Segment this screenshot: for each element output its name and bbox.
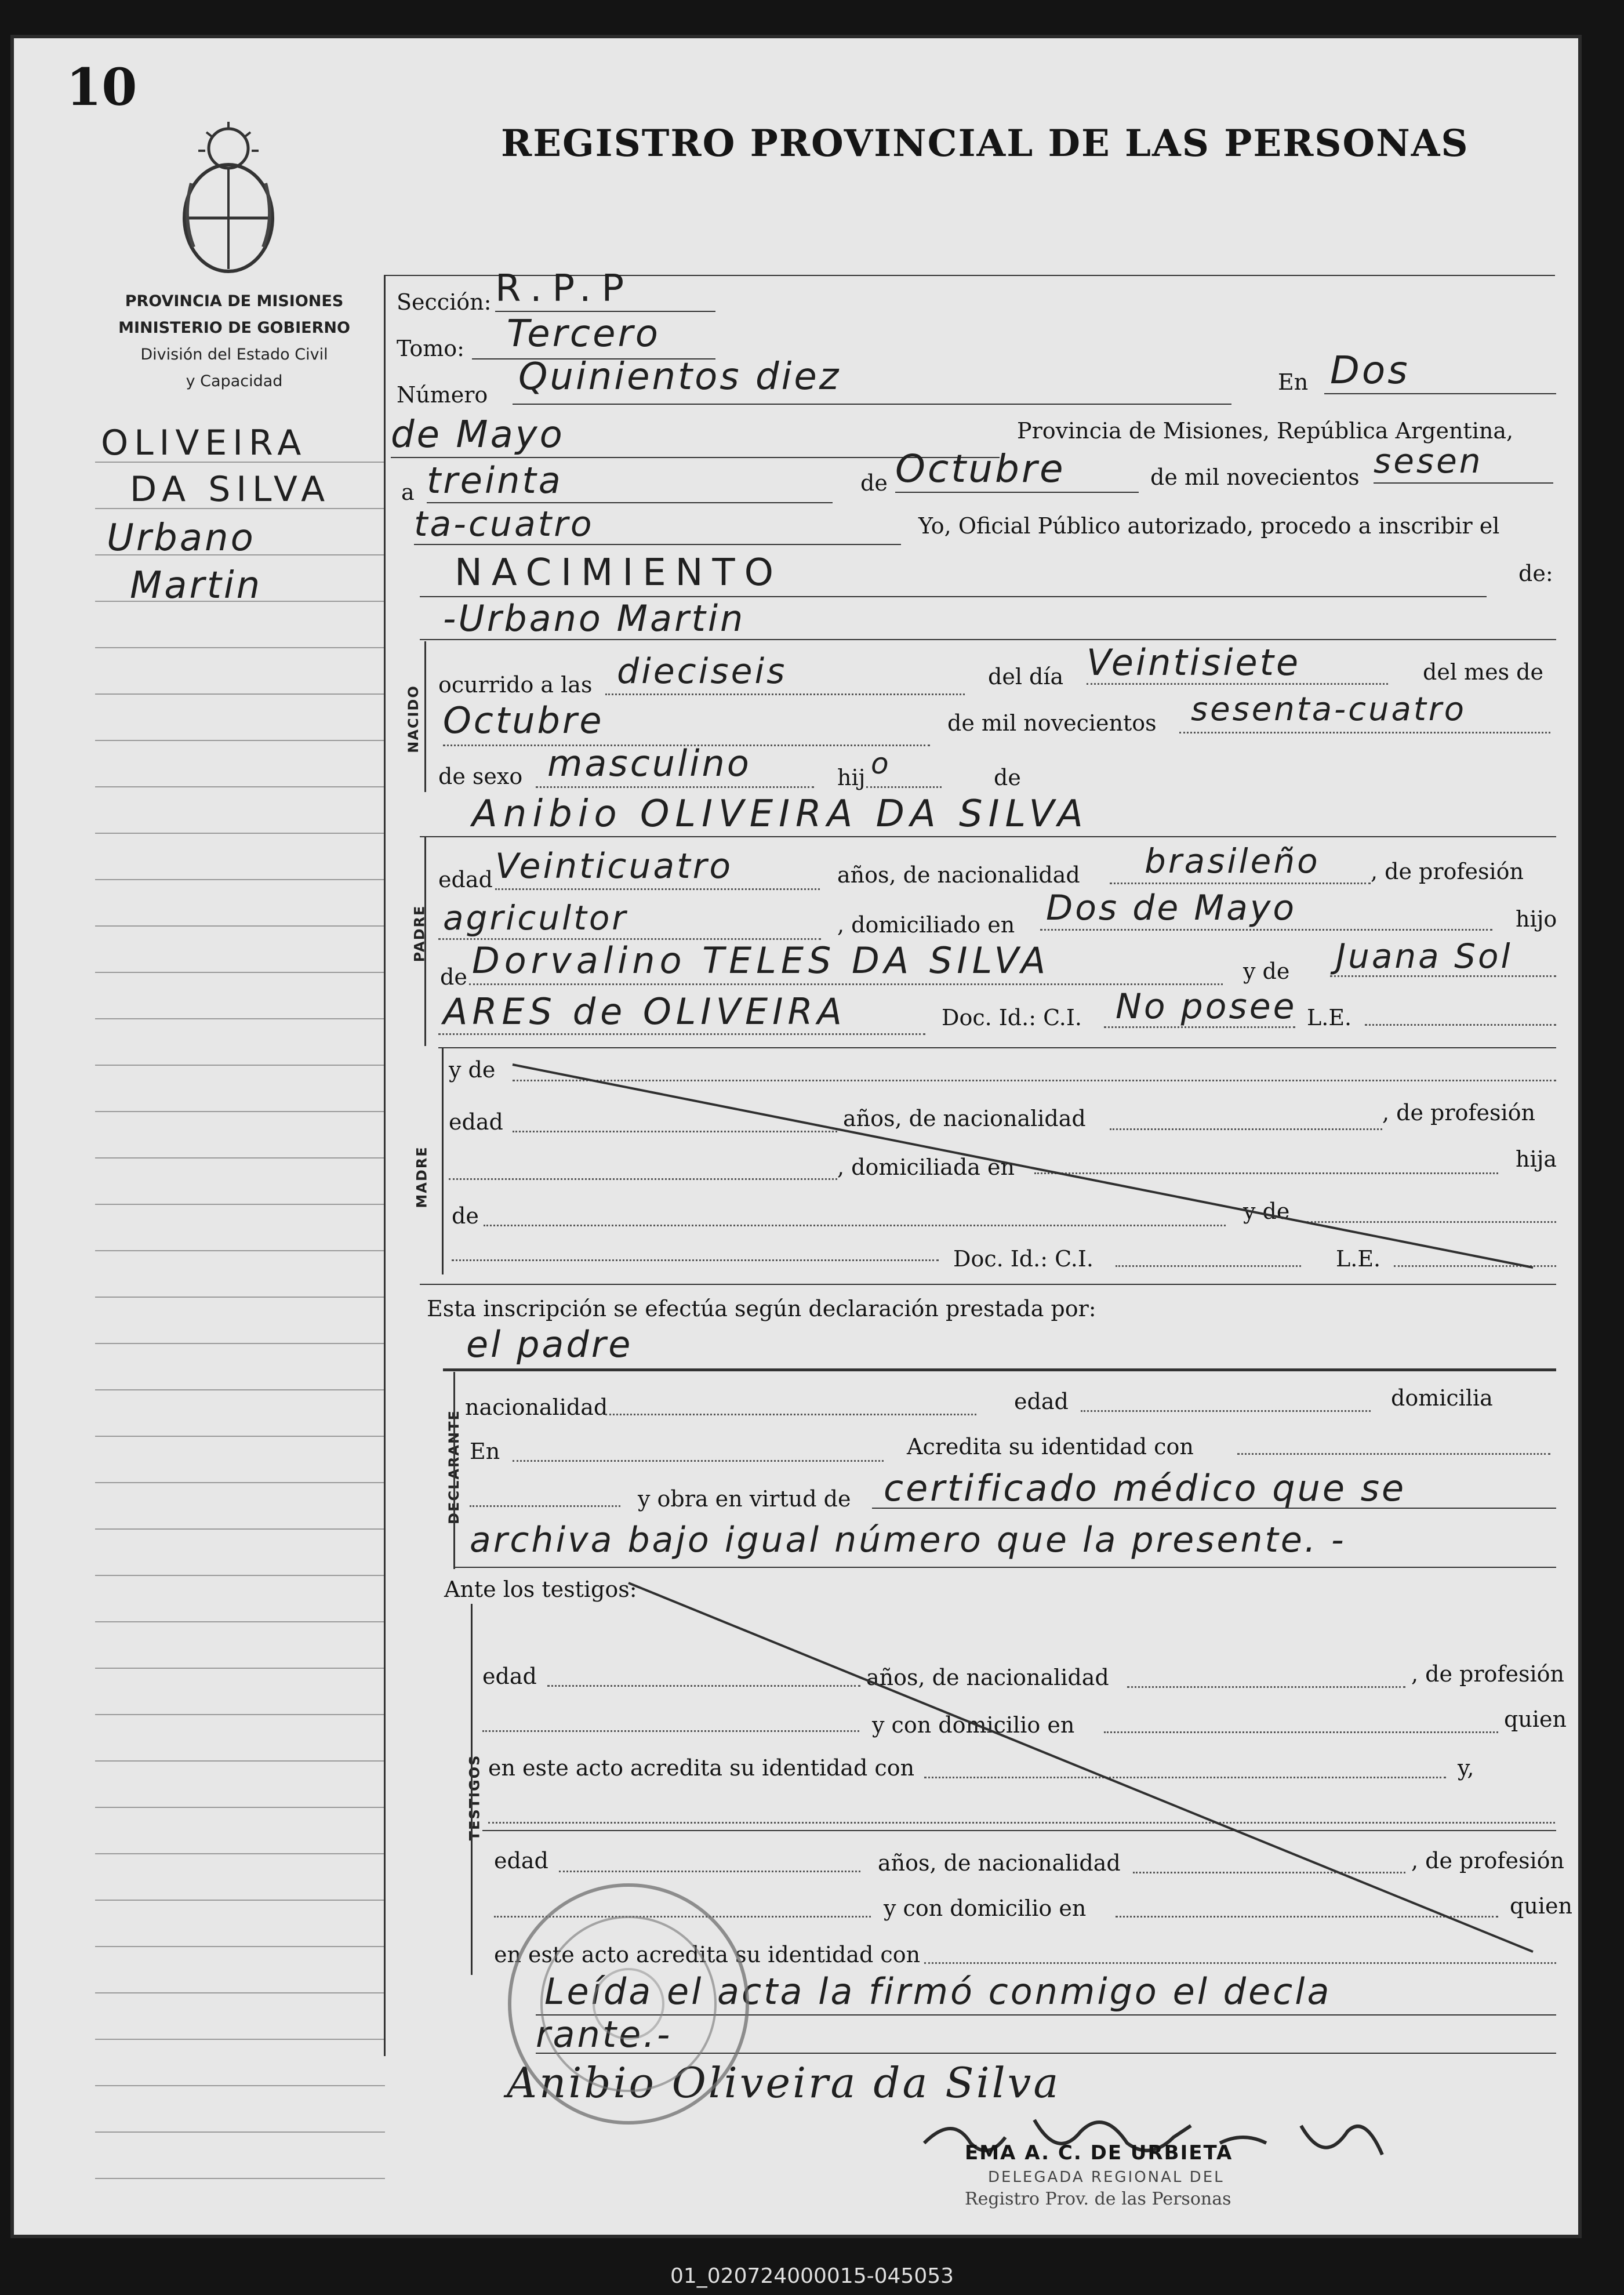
label-profesion-t1: , de profesión <box>1411 1661 1564 1687</box>
value-numero: Quinientos diez <box>518 355 841 398</box>
value-abuela-1: Juana Sol <box>1336 936 1513 976</box>
page-number: 10 <box>66 57 137 117</box>
value-mes: Octubre <box>895 446 1066 491</box>
label-acredita-decl: Acredita su identidad con <box>907 1434 1194 1459</box>
label-domicilio-t2: y con domicilio en <box>884 1895 1087 1921</box>
section-label-declarante: DECLARANTE <box>445 1410 462 1524</box>
declarant-signature: Anibio Oliveira da Silva <box>507 2058 1061 2107</box>
value-sexo: masculino <box>547 742 751 785</box>
label-hija: hija <box>1516 1146 1557 1172</box>
label-del-mes-de: del mes de <box>1423 659 1543 685</box>
label-de-acto: de: <box>1518 561 1553 586</box>
office-ministry: MINISTERIO DE GOBIERNO <box>118 319 350 337</box>
label-provincia: Provincia de Misiones, República Argentina, <box>1017 418 1514 444</box>
value-dia-nac: Veintisiete <box>1087 641 1301 684</box>
label-nacionalidad-t1: años, de nacionalidad <box>866 1665 1109 1690</box>
label-de-abuelo: de <box>440 964 467 990</box>
value-hora: dieciseis <box>617 651 787 692</box>
value-seccion: R.P.P <box>495 267 635 310</box>
value-en: Dos <box>1330 348 1410 393</box>
label-quien-t2: quien <box>1510 1893 1572 1919</box>
label-mil-novecientos-2: de mil novecientos <box>947 710 1157 736</box>
label-edad-t1: edad <box>482 1664 537 1689</box>
value-anio-2: ta-cuatro <box>414 504 594 544</box>
label-edad-decl: edad <box>1014 1389 1069 1414</box>
stamp-title: DELEGADA REGIONAL DEL <box>988 2169 1225 2186</box>
label-esta-inscripcion: Esta inscripción se efectúa según declaración prestada por: <box>427 1296 1096 1321</box>
label-nacionalidad-decl: nacionalidad <box>465 1395 608 1420</box>
label-domiciliada: , domiciliada en <box>837 1154 1015 1180</box>
section-label-nacido: NACIDO <box>405 685 422 753</box>
label-sexo: de sexo <box>438 764 523 789</box>
label-acredita-t2: en este acto acredita su identidad con <box>494 1942 921 1967</box>
label-edad-t2: edad <box>494 1848 548 1873</box>
value-anio-1: sesen <box>1374 441 1483 481</box>
value-nombre: -Urbano Martin <box>443 597 746 640</box>
label-le-padre: L.E. <box>1307 1005 1352 1030</box>
label-domicilia-decl: domicilia <box>1391 1385 1493 1411</box>
office-capacity: y Capacidad <box>186 372 283 390</box>
label-doc-id-madre: Doc. Id.: C.I. <box>953 1246 1093 1272</box>
label-doc-id-padre: Doc. Id.: C.I. <box>942 1005 1082 1030</box>
office-division: División del Estado Civil <box>140 346 328 364</box>
value-cierre-1: Leída el acta la firmó conmigo el decla <box>544 1970 1332 2013</box>
value-tomo: Tercero <box>507 313 660 355</box>
value-padre-nacionalidad: brasileño <box>1145 841 1320 881</box>
label-en-decl: En <box>470 1439 500 1464</box>
value-obra-1: certificado médico que se <box>884 1467 1407 1509</box>
label-numero: Número <box>397 382 488 408</box>
value-padre-ci: No posee <box>1116 986 1297 1027</box>
value-acto: NACIMIENTO <box>455 551 783 594</box>
value-padre-edad: Veinticuatro <box>495 846 733 887</box>
cancel-strike-lines <box>14 38 1579 2236</box>
value-anio-nac: sesenta-cuatro <box>1191 691 1467 728</box>
image-identifier: 01_020724000015-045053 <box>670 2264 954 2288</box>
margin-given-name-2: Martin <box>130 564 263 607</box>
label-de-madre-padre: de <box>452 1203 479 1229</box>
label-yo-oficial: Yo, Oficial Público autorizado, procedo a inscribir el <box>918 513 1500 539</box>
label-domicilio-t1: y con domicilio en <box>872 1712 1075 1738</box>
label-y-de-abuela: y de <box>1243 958 1290 984</box>
label-y-de-madre: y de <box>449 1057 496 1083</box>
label-nacionalidad-t2: años, de nacionalidad <box>878 1850 1121 1876</box>
value-mes-nac: Octubre <box>443 699 604 742</box>
value-abuela-2: ARES de OLIVEIRA <box>443 990 846 1033</box>
stamp-office: Registro Prov. de las Personas <box>965 2189 1231 2209</box>
label-hij: hij <box>837 765 866 790</box>
value-obra-2: archiva bajo igual número que la presente. - <box>470 1520 1346 1560</box>
office-province: PROVINCIA DE MISIONES <box>125 292 344 310</box>
label-profesion-madre: , de profesión <box>1382 1100 1535 1125</box>
label-acredita-t1: en este acto acredita su identidad con <box>488 1755 915 1781</box>
label-y-de-madre-madre: y de <box>1243 1199 1290 1224</box>
section-label-padre: PADRE <box>411 905 428 963</box>
label-y-obra: y obra en virtud de <box>638 1486 851 1512</box>
margin-surname-1: OLIVEIRA <box>101 423 307 463</box>
label-nacionalidad-madre: años, de nacionalidad <box>843 1106 1086 1131</box>
register-page <box>10 35 1582 2238</box>
label-domiciliado: , domiciliado en <box>837 912 1015 938</box>
value-cierre-2: rante.- <box>536 2013 673 2056</box>
label-le-madre: L.E. <box>1336 1246 1381 1272</box>
value-padre-domicilio: Dos de Mayo <box>1046 888 1297 928</box>
value-declarante: el padre <box>466 1323 633 1366</box>
label-ante-testigos: Ante los testigos: <box>444 1577 637 1602</box>
label-mil-novecientos-1: de mil novecientos <box>1150 464 1360 490</box>
label-de-padres: de <box>994 765 1021 790</box>
label-del-dia: del día <box>988 664 1064 689</box>
stamp-name: EMA A. C. DE URBIETA <box>965 2141 1233 2165</box>
label-hijo: hijo <box>1516 906 1557 932</box>
label-edad-padre: edad <box>438 867 493 892</box>
label-nacionalidad-padre: años, de nacionalidad <box>837 862 1080 888</box>
label-edad-madre: edad <box>449 1109 503 1135</box>
value-hij: o <box>871 747 891 780</box>
label-seccion: Sección: <box>397 289 492 315</box>
section-label-testigos: TESTIGOS <box>466 1754 483 1841</box>
label-a: a <box>401 480 415 505</box>
label-ocurrido: ocurrido a las <box>438 672 593 698</box>
label-quien-t1: quien <box>1504 1706 1567 1732</box>
value-dia: treinta <box>427 459 563 502</box>
label-y-t1: y, <box>1458 1755 1474 1781</box>
label-en: En <box>1278 369 1309 395</box>
label-de-mes: de <box>860 470 888 496</box>
value-abuelo: Dorvalino TELES DA SILVA <box>472 939 1051 982</box>
value-lugar: de Mayo <box>391 413 565 456</box>
page-title: REGISTRO PROVINCIAL DE LAS PERSONAS <box>501 122 1469 165</box>
margin-surname-2: DA SILVA <box>130 469 331 510</box>
value-padre-profesion: agricultor <box>443 898 628 938</box>
label-profesion-padre: , de profesión <box>1371 859 1524 884</box>
label-profesion-t2: , de profesión <box>1411 1848 1564 1873</box>
section-label-madre: MADRE <box>413 1146 430 1208</box>
margin-given-name-1: Urbano <box>107 517 256 560</box>
value-padre-nombre: Anibio OLIVEIRA DA SILVA <box>472 793 1089 836</box>
label-tomo: Tomo: <box>397 336 464 361</box>
